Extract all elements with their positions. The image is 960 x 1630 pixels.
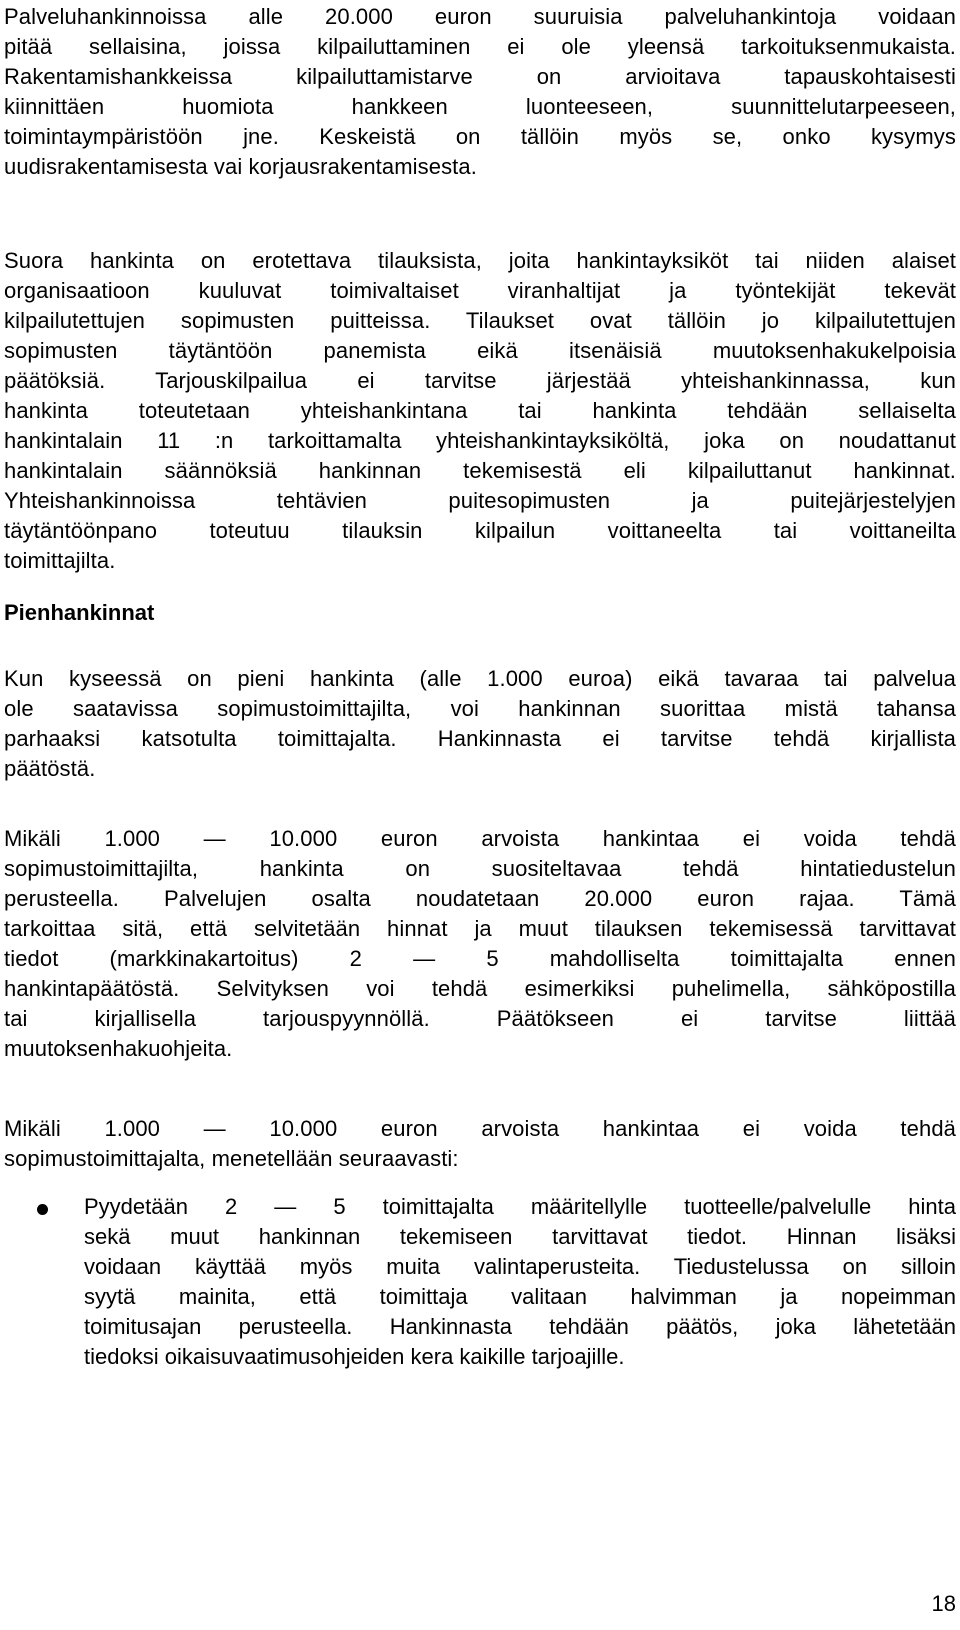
text-line: Palveluhankinnoissa alle 20.000 euron suuruisia palveluhankintoja voidaan bbox=[4, 4, 956, 29]
bullet-icon bbox=[37, 1204, 48, 1215]
text-line: Rakentamishankkeissa kilpailuttamistarve on arvioitava tapauskohtaisesti bbox=[4, 64, 956, 89]
paragraph-palveluhankinnat bbox=[4, 2, 956, 182]
text-line: Suora hankinta on erotettava tilauksista, joita hankintayksiköt tai niiden alaiset bbox=[4, 248, 956, 273]
text-line: päätöksiä. Tarjouskilpailua ei tarvitse järjestää yhteishankinnassa, kun bbox=[4, 368, 956, 393]
text-line: organisaatioon kuuluvat toimivaltaiset viranhaltijat ja työntekijät tekevät bbox=[4, 278, 956, 303]
paragraph-hintatiedustelu bbox=[4, 824, 956, 1064]
paragraph-pieni-hankinta bbox=[4, 664, 956, 784]
text-line: voidaan käyttää myös muita valintaperusteita. Tiedustelussa on silloin bbox=[84, 1254, 956, 1279]
text-line: Mikäli 1.000 — 10.000 euron arvoista hankintaa ei voida tehdä bbox=[4, 826, 956, 851]
text-line: päätöstä. bbox=[4, 756, 96, 781]
text-line: Kun kyseessä on pieni hankinta (alle 1.000 euroa) eikä tavaraa tai palvelua bbox=[4, 666, 956, 691]
text-line: täytäntöönpano toteutuu tilauksin kilpailun voittaneelta tai voittaneilta bbox=[4, 518, 956, 543]
text-line: sopimustoimittajalta, menetellään seuraavasti: bbox=[4, 1146, 459, 1171]
text-line: kilpailutettujen sopimusten puitteissa. Tilaukset ovat tällöin jo kilpailutettujen bbox=[4, 308, 956, 333]
text-line: tiedot (markkinakartoitus) 2 — 5 mahdolliselta toimittajalta ennen bbox=[4, 946, 956, 971]
text-line: syytä mainita, että toimittaja valitaan halvimman ja nopeimman bbox=[84, 1284, 956, 1309]
text-line: kiinnittäen huomiota hankkeen luonteeseen, suunnittelutarpeeseen, bbox=[4, 94, 956, 119]
list-item bbox=[84, 1192, 956, 1372]
text-line: ole saatavissa sopimustoimittajilta, voi hankinnan suorittaa mistä tahansa bbox=[4, 696, 956, 721]
text-line: toimitusajan perusteella. Hankinnasta tehdään päätös, joka lähetetään bbox=[84, 1314, 956, 1339]
text-line: pitää sellaisina, joissa kilpailuttaminen ei ole yleensä tarkoituksenmukaista. bbox=[4, 34, 956, 59]
paragraph-suora-hankinta bbox=[4, 246, 956, 576]
text-line: perusteella. Palvelujen osalta noudatetaan 20.000 euron rajaa. Tämä bbox=[4, 886, 956, 911]
text-line: tiedoksi oikaisuvaatimusohjeiden kera kaikille tarjoajille. bbox=[84, 1344, 625, 1369]
paragraph-menettely bbox=[4, 1114, 956, 1174]
text-line: hankinta toteutetaan yhteishankintana tai hankinta tehdään sellaiselta bbox=[4, 398, 956, 423]
page-number: 18 bbox=[931, 1591, 956, 1616]
text-line: tai kirjallisella tarjouspyynnöllä. Päätökseen ei tarvitse liittää bbox=[4, 1006, 956, 1031]
text-line: tarkoittaa sitä, että selvitetään hinnat ja muut tilauksen tekemisessä tarvittavat bbox=[4, 916, 956, 941]
text-line: toimintaympäristöön jne. Keskeistä on tällöin myös se, onko kysymys bbox=[4, 124, 956, 149]
section-heading-pienhankinnat: Pienhankinnat bbox=[4, 600, 155, 625]
text-line: hankintalain 11 :n tarkoittamalta yhteishankintayksiköltä, joka on noudattanut bbox=[4, 428, 956, 453]
text-line: hankintalain säännöksiä hankinnan tekemisestä eli kilpailuttanut hankinnat. bbox=[4, 458, 956, 483]
text-line: toimittajilta. bbox=[4, 548, 116, 573]
text-line: muutoksenhakuohjeita. bbox=[4, 1036, 233, 1061]
text-line: Yhteishankinnoissa tehtävien puitesopimusten ja puitejärjestelyjen bbox=[4, 488, 956, 513]
text-line: Pyydetään 2 — 5 toimittajalta määritellylle tuotteelle/palvelulle hinta bbox=[84, 1194, 956, 1219]
text-line: Mikäli 1.000 — 10.000 euron arvoista hankintaa ei voida tehdä bbox=[4, 1116, 956, 1141]
text-line: sekä muut hankinnan tekemiseen tarvittavat tiedot. Hinnan lisäksi bbox=[84, 1224, 956, 1249]
text-line: sopimustoimittajilta, hankinta on suositeltavaa tehdä hintatiedustelun bbox=[4, 856, 956, 881]
text-line: uudisrakentamisesta vai korjausrakentamisesta. bbox=[4, 154, 477, 179]
text-line: parhaaksi katsotulta toimittajalta. Hankinnasta ei tarvitse tehdä kirjallista bbox=[4, 726, 956, 751]
text-line: hankintapäätöstä. Selvityksen voi tehdä esimerkiksi puhelimella, sähköpostilla bbox=[4, 976, 956, 1001]
text-line: sopimusten täytäntöön panemista eikä itsenäisiä muutoksenhakukelpoisia bbox=[4, 338, 956, 363]
